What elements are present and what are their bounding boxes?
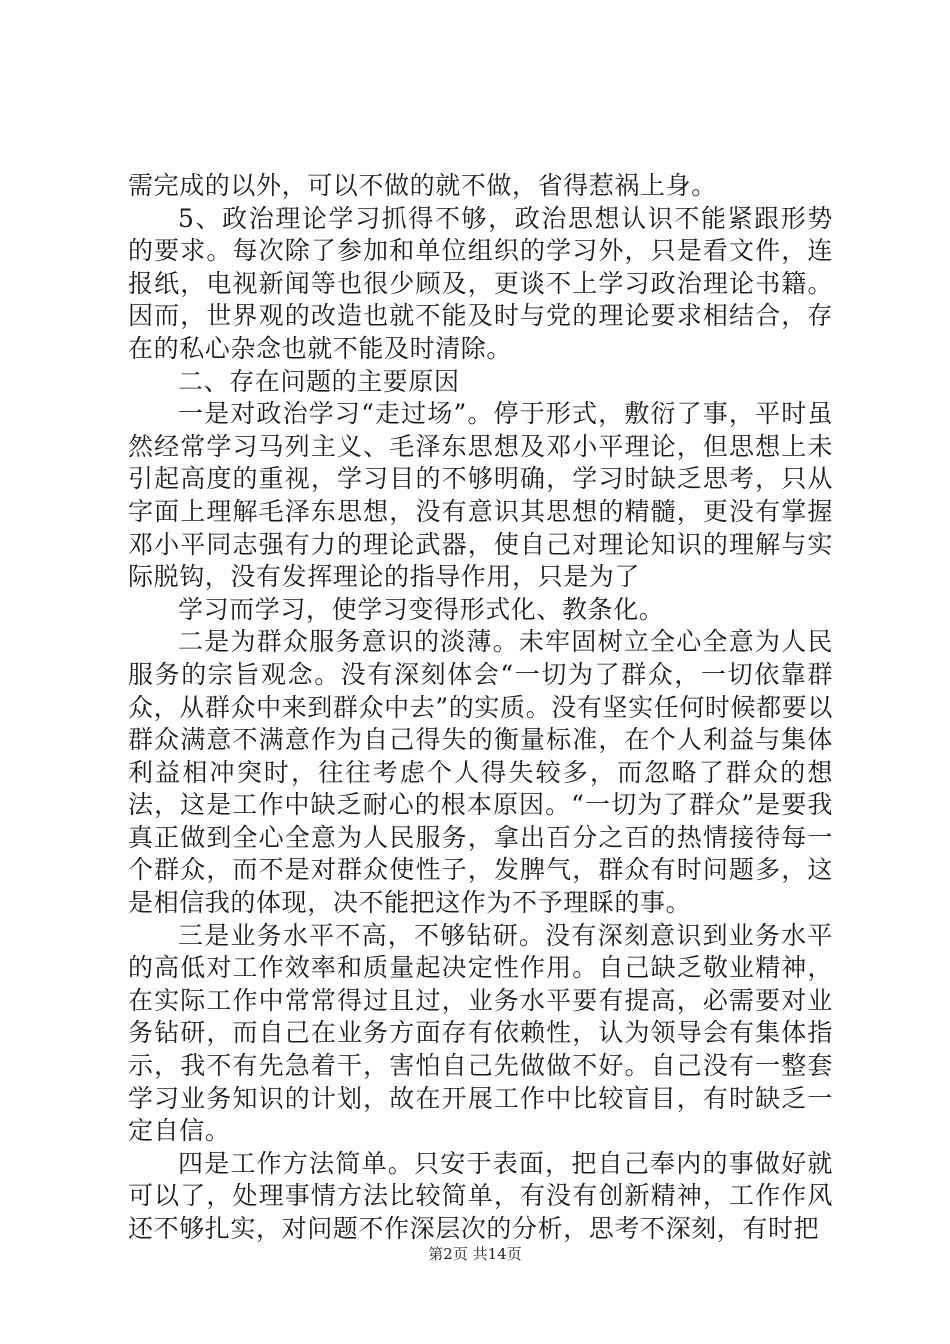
paragraph-cause-4: 四是工作方法简单。只安于表面，把自己奉内的事做好就可以了，处理事情方法比较简单，有没有创新精神，工作作风还不够扎实，对问题不作深层次的分析，思考不深刻，有时把 <box>128 1148 833 1243</box>
paragraph-continuation: 需完成的以外，可以不做的就不做，省得惹祸上身。 <box>128 171 717 200</box>
document-body <box>128 170 833 1246</box>
paragraph-cause-1: 一是对政治学习“走过场”。停于形式，敷衍了事，平时虽然经常学习马列主义、毛泽东思想及邓小平理论，但思想上未引起高度的重视，学习目的不够明确，学习时缺乏思考，只从字面上理解毛泽东思想，没有意识其思想的精髓，更没有掌握邓小平同志强有力的理论武器，使自己对理论知识的理解与实际脱钩，没有发挥理论的指导作用，只是为了 <box>128 399 833 592</box>
paragraph-point-5: 5、政治理论学习抓得不够，政治思想认识不能紧跟形势的要求。每次除了参加和单位组织的学习外，只是看文件，连报纸，电视新闻等也很少顾及，更谈不上学习政治理论书籍。因而，世界观的改造也就不能及时与党的理论要求相结合，存在的私心杂念也就不能及时清除。 <box>128 203 833 363</box>
paragraph-cause-1-continued: 学习而学习，使学习变得形式化、教条化。 <box>178 594 665 624</box>
section-heading-causes: 二、存在问题的主要原因 <box>178 366 460 396</box>
paragraph-cause-2: 二是为群众服务意识的淡薄。未牢固树立全心全意为人民服务的宗旨观念。没有深刻体会“一切为了群众，一切依靠群众，从群众中来到群众中去”的实质。没有坚实任何时候都要以群众满意不满意作为自己得失的衡量标准，在个人利益与集体利益相冲突时，往往考虑个人得失较多，而忽略了群众的想法，这是工作中缺乏耐心的根本原因。“一切为了群众”是要我真正做到全心全意为人民服务，拿出百分之百的热情接待每一个群众，而不是对群众使性子，发脾气，群众有时问题多，这是相信我的体现，决不能把这作为不予理睬的事。 <box>128 627 833 918</box>
page-number-footer: 第2页 共14页 <box>428 1245 522 1263</box>
paragraph-cause-3: 三是业务水平不高，不够钻研。没有深刻意识到业务水平的高低对工作效率和质量起决定性作用。自己缺乏敬业精神，在实际工作中常常得过且过，业务水平要有提高，必需要对业务钻研，而自己在业务方面存有依赖性，认为领导会有集体指示，我不有先急着干，害怕自己先做做不好。自己没有一整套学习业务知识的计划，故在开展工作中比较盲目，有时缺乏一定自信。 <box>128 920 833 1146</box>
